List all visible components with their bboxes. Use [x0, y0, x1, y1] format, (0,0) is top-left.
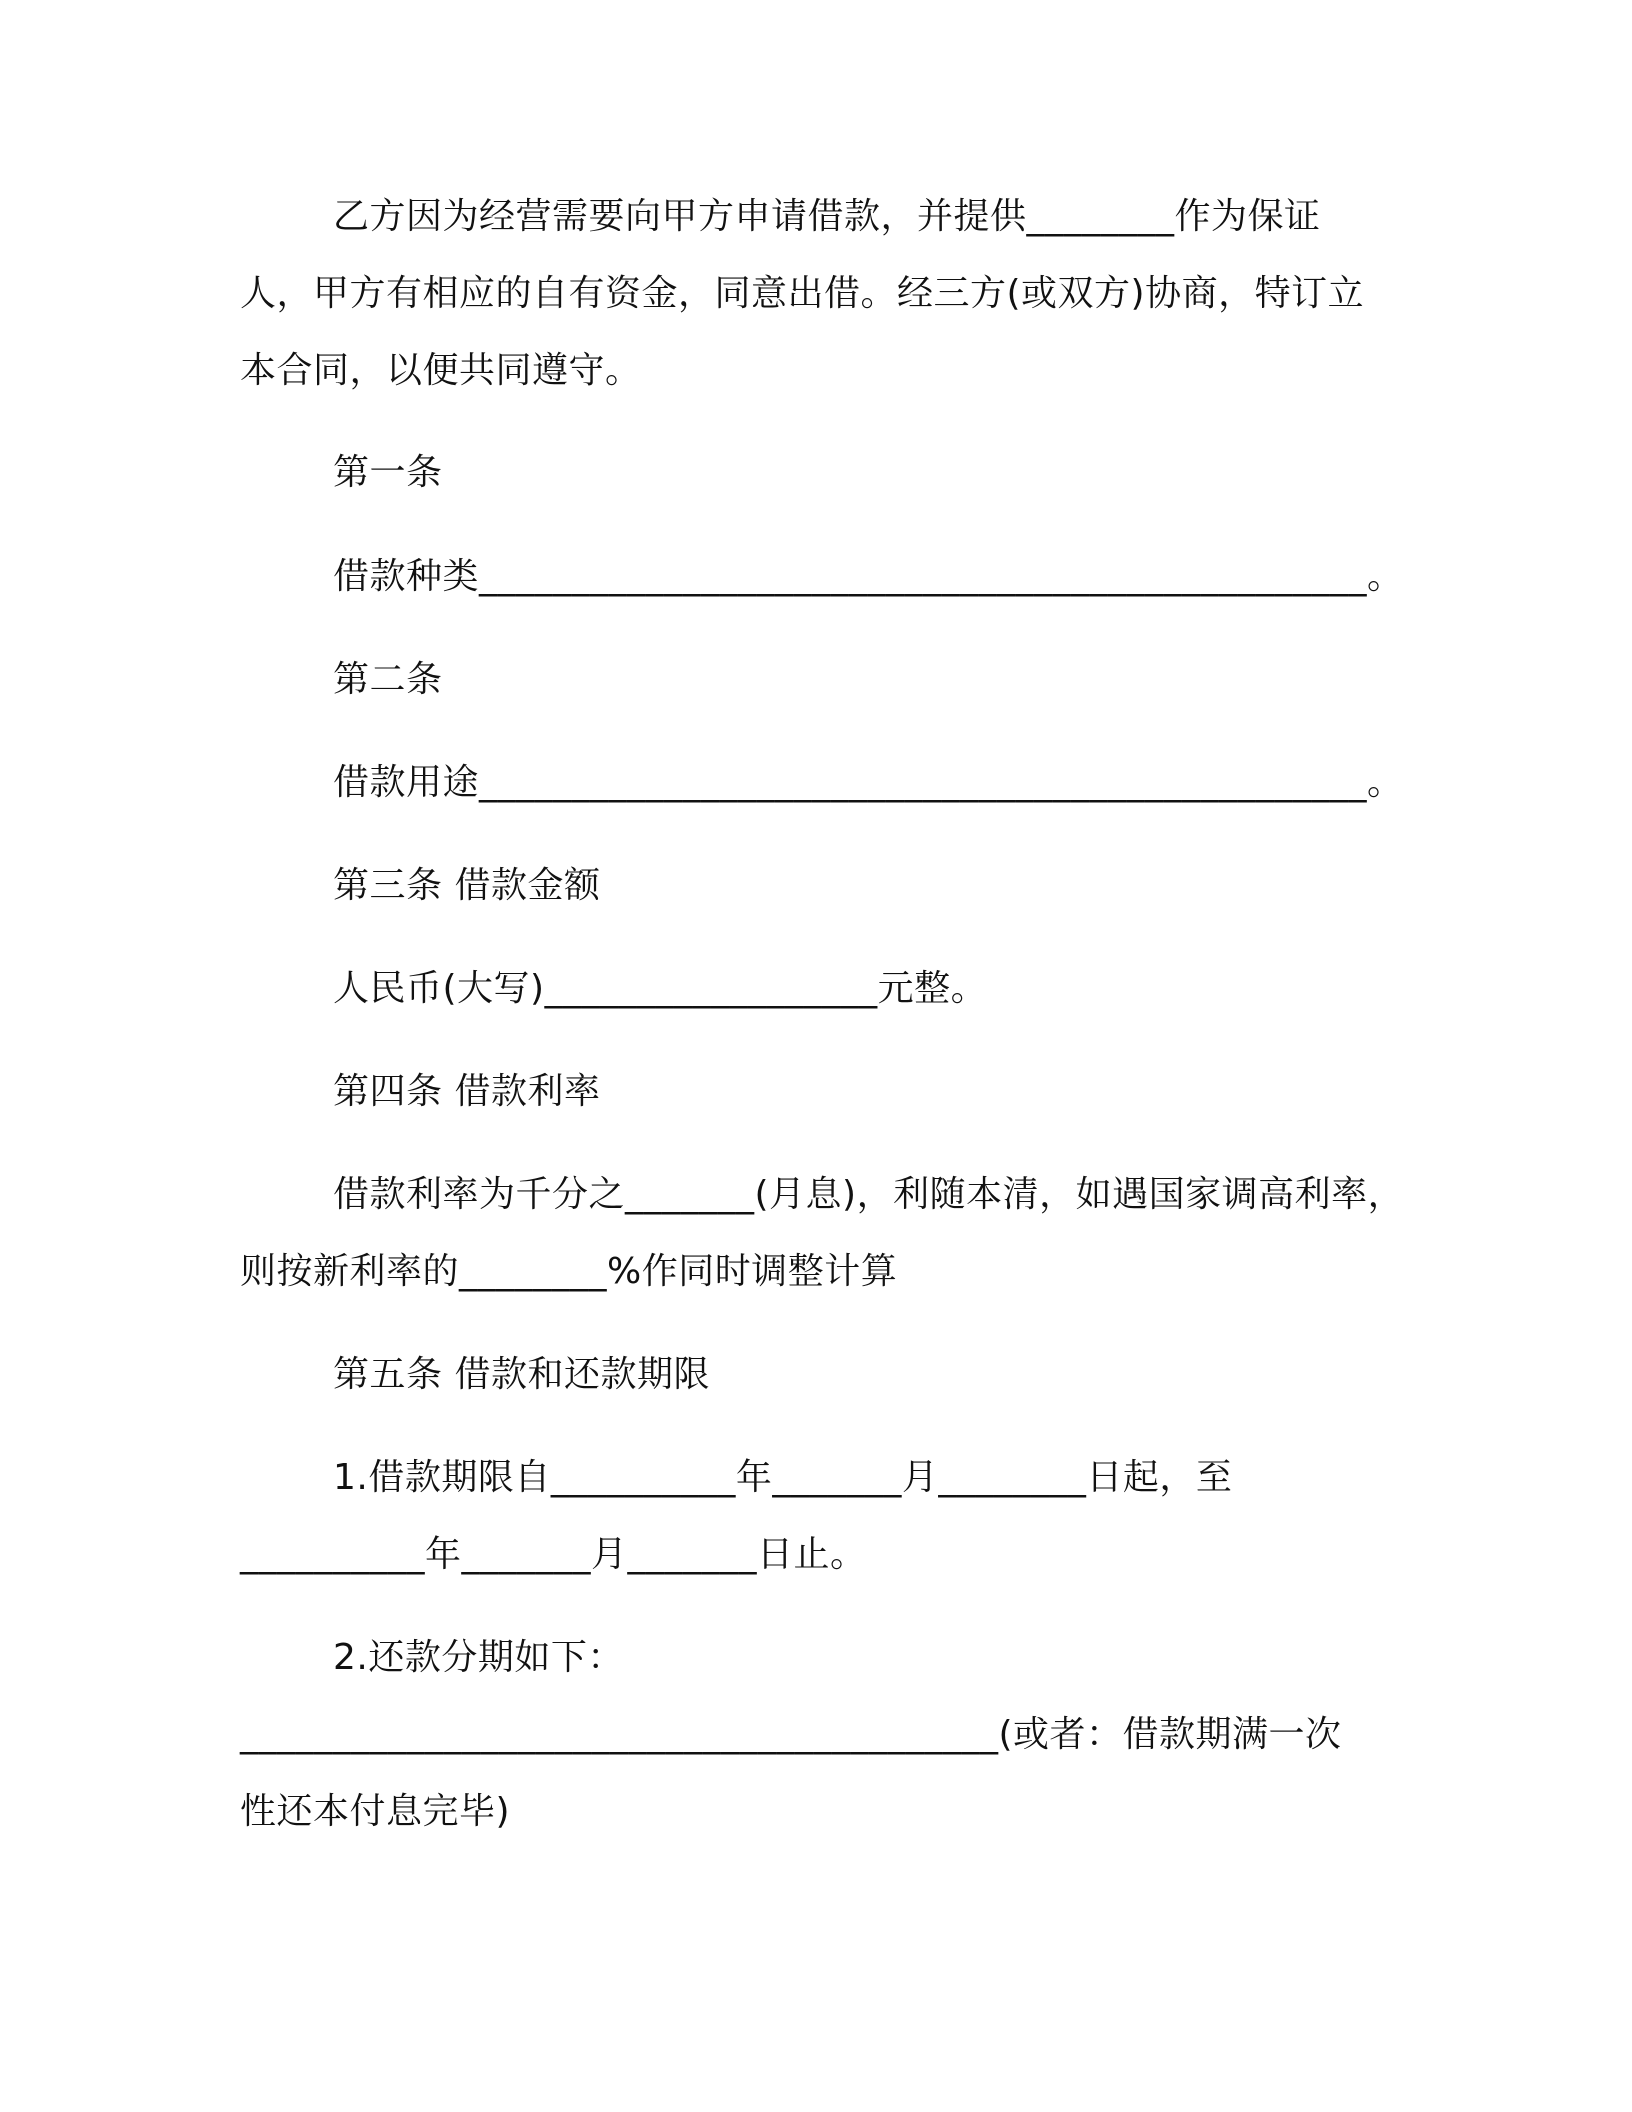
- intro-paragraph-line: 人，甲方有相应的自有资金，同意出借。经三方(或双方)协商，特订立: [240, 273, 1365, 314]
- article-heading: 第四条 借款利率: [333, 1071, 601, 1112]
- intro-paragraph-line: 乙方因为经营需要向甲方申请借款，并提供________作为保证: [333, 196, 1321, 237]
- article-body: _________________________________________(或者：借款期满一次: [240, 1714, 1342, 1755]
- article-body: 借款用途________________________________________________。: [333, 762, 1404, 803]
- intro-paragraph-line: 本合同，以便共同遵守。: [240, 350, 642, 391]
- article-body: 2.还款分期如下：: [333, 1637, 624, 1678]
- article-heading: 第三条 借款金额: [333, 865, 601, 906]
- article-body: 则按新利率的________%作同时调整计算: [240, 1251, 898, 1292]
- article-heading: 第二条: [333, 659, 443, 700]
- article-body: __________年_______月_______日止。: [240, 1534, 867, 1575]
- article-body: 借款种类________________________________________________。: [333, 556, 1404, 597]
- article-body: 性还本付息完毕): [240, 1791, 511, 1832]
- article-heading: 第五条 借款和还款期限: [333, 1354, 710, 1395]
- article-body: 1.借款期限自__________年_______月________日起，至: [333, 1457, 1233, 1498]
- article-body: 借款利率为千分之_______(月息)，利随本清，如遇国家调高利率，: [333, 1174, 1405, 1215]
- article-body: 人民币(大写)__________________元整。: [333, 968, 988, 1009]
- article-heading: 第一条: [333, 452, 443, 493]
